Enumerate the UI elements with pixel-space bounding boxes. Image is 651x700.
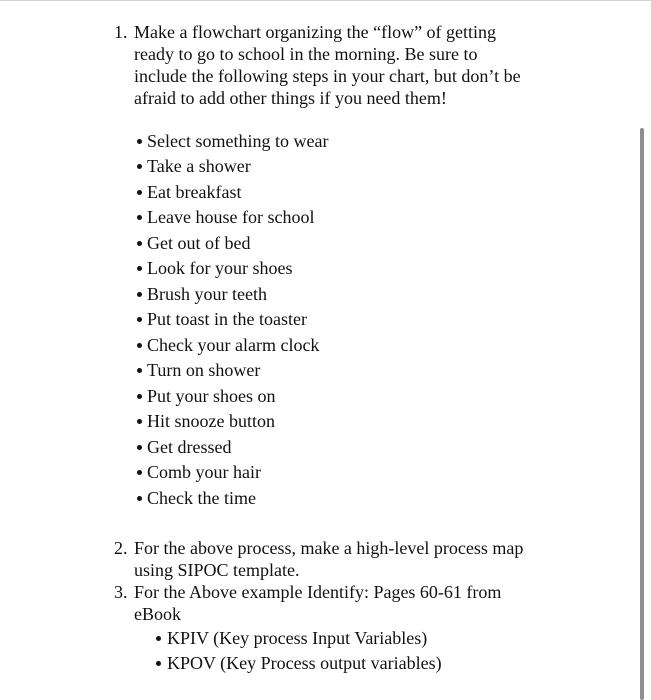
list-item-text: Turn on shower [147, 360, 261, 380]
vertical-scrollbar[interactable] [640, 128, 644, 700]
bullet-dot [137, 368, 142, 373]
item-1-line: include the following steps in your chart, but don’t be [134, 66, 521, 86]
list-item-text: Select something to wear [147, 131, 329, 151]
item-3-number: 3. [114, 582, 128, 602]
list-item-text: Look for your shoes [147, 258, 293, 278]
list-item-text: Eat breakfast [147, 182, 242, 202]
item-3-line: eBook [134, 604, 181, 624]
list-item-text: Take a shower [147, 156, 251, 176]
list-item-text: KPIV (Key process Input Variables) [167, 628, 428, 648]
item-1-line: afraid to add other things if you need them! [134, 88, 447, 108]
list-item-text: Get dressed [147, 437, 232, 457]
list-item-text: Hit snooze button [147, 411, 275, 431]
bullet-dot [137, 343, 142, 348]
bullet-dot [156, 636, 161, 641]
bullet-dot [137, 419, 142, 424]
bullet-dot [137, 190, 142, 195]
item-2-line: For the above process, make a high-level process map [134, 538, 524, 558]
bullet-dot [137, 292, 142, 297]
bullet-dot [156, 661, 161, 666]
list-item-text: Check your alarm clock [147, 335, 320, 355]
bullet-dot [137, 317, 142, 322]
bullet-dot [137, 164, 142, 169]
item-2-number: 2. [114, 538, 128, 558]
list-item-text: Brush your teeth [147, 284, 267, 304]
item-1-number: 1. [114, 22, 128, 42]
list-item-text: Put toast in the toaster [147, 309, 307, 329]
bullet-dot [137, 139, 142, 144]
bullet-dot [137, 470, 142, 475]
bullet-dot [137, 215, 142, 220]
item-2-line: using SIPOC template. [134, 560, 300, 580]
item-1-line: Make a flowchart organizing the “flow” of getting [134, 22, 497, 42]
bullet-dot [137, 394, 142, 399]
list-item-text: Put your shoes on [147, 386, 276, 406]
list-item-text: Get out of bed [147, 233, 251, 253]
list-item-text: Check the time [147, 488, 256, 508]
bullet-dot [137, 496, 142, 501]
list-item-text: KPOV (Key Process output variables) [167, 653, 442, 673]
list-item-text: Comb your hair [147, 462, 261, 482]
item-1-line: ready to go to school in the morning. Be sure to [134, 44, 478, 64]
top-border [0, 0, 651, 1]
item-3-line: For the Above example Identify: Pages 60-61 from [134, 582, 502, 602]
list-item-text: Leave house for school [147, 207, 315, 227]
bullet-dot [137, 241, 142, 246]
bullet-dot [137, 445, 142, 450]
bullet-dot [137, 266, 142, 271]
